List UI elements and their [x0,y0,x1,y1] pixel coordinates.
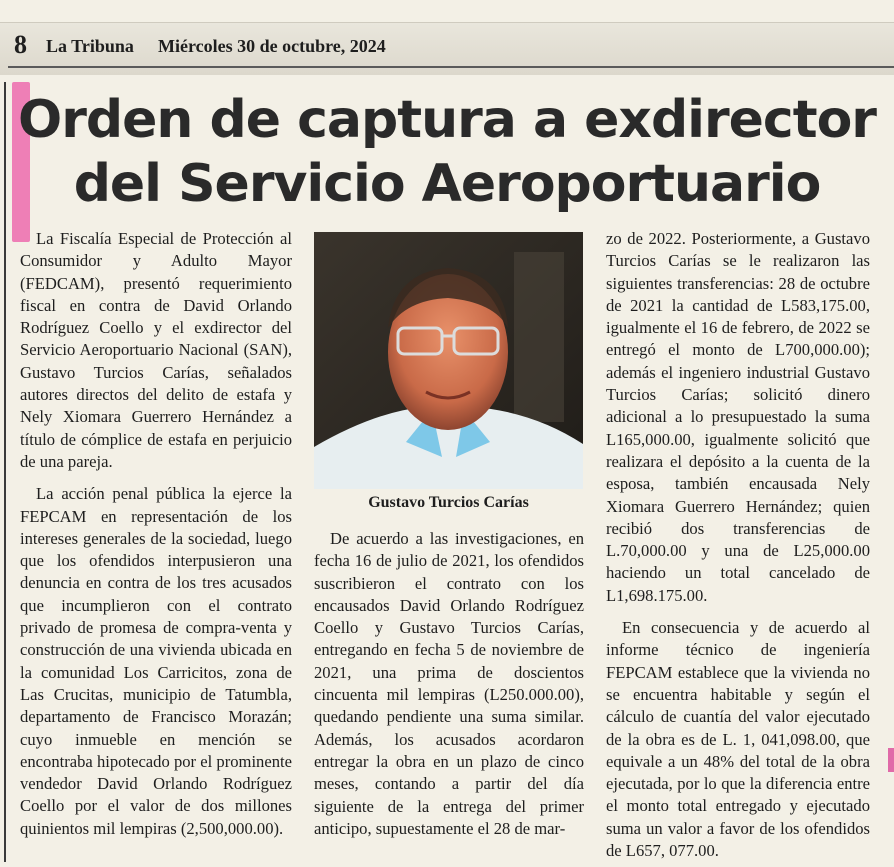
portrait-photo-icon [314,232,583,489]
article-paragraph: De acuerdo a las investigaciones, en fecha 16 de julio de 2021, los ofendidos suscribieron el contrato con los encausados David Orlando Rodríguez Coello y Gustavo Turcios Carías, entregando en fecha 5 de noviembre de 2021, una prima de doscientos cincuenta mil lempiras (L250.000.00), quedando pendiente una suma similar. Además, los acusados acordaron entregar la obra en un plazo de cinco meses, contando a partir del día siguiente de la entrega del primer anticipo, supuestamente el 28 de mar- [314,529,584,838]
issue-date: Miércoles 30 de octubre, 2024 [158,36,386,56]
article-column-1 [20,228,292,840]
article-paragraph-continued: zo de 2022. Posteriormente, a Gustavo Turcios Carías se le realizaron las siguientes transferencias: 28 de octubre de 2021 la cantidad de L583,175.00, igualmente el 16 de febrero, de 2022 se entregó el monto de L700,000.00); además el ingeniero industrial Gustavo Turcios Carías; solicitó dinero adicional a lo presupuestado la suma L165,000.00, igualmente solicitó que realizara el depósito a la cuenta de la esposa, también encausada Nely Xiomara Guerrero Hernández; quien recibió dos transferencias de L.70,000.00 y una de L25,000.00 haciendo un total cancelado de L1,698.175.00. [606,229,870,605]
article-column-3 [606,228,870,862]
page-number: 8 [14,30,27,59]
article-column-2 [314,528,584,840]
headline [0,88,894,216]
portrait-photo [314,232,583,489]
headline-line-2: del Servicio Aeroportuario [73,154,821,214]
newspaper-name: La Tribuna [46,36,134,56]
article-paragraph: En consecuencia y de acuerdo al informe técnico de ingeniería FEPCAM establece que la vivienda no se encuentra habitable y según el cálculo de cuantía del valor ejecutado de la obra es de L. 1, 041,098.00, que equivale a un 48% del total de la obra ejecutada, por lo que la diferencia entre el monto total entregado y ejecutado suma un valor a favor de los ofendidos de L657, 077.00. [606,618,870,861]
photo-caption: Gustavo Turcios Carías [368,494,529,511]
highlighter-mark-edge [888,748,894,772]
masthead-rule [8,66,894,68]
article-paragraph: La acción penal pública la ejerce la FEPCAM en representación de los intereses generales de la sociedad, luego que los ofendidos interpusieron una denuncia en contra de los tres acusados que incumplieron con el contrato privado de promesa de compra-venta y construcción de una vivienda ubicada en la comunidad Los Carricitos, zona de Las Crucitas, municipio de Tatumbla, departamento de Francisco Morazán; cuyo inmueble en mención se encontraba hipotecado por el prominente vendedor David Orlando Rodríguez Coello por el valor de dos millones quinientos mil lempiras (2,500,000.00). [20,484,292,838]
article-paragraph: La Fiscalía Especial de Protección al Consumidor y Adulto Mayor (FEDCAM), presentó requerimiento fiscal en contra de David Orlando Rodríguez Coello y el exdirector del Servicio Aeroportuario Nacional (SAN), Gustavo Turcios Carías, señalados autores directos del delito de estafa y Nely Xiomara Guerrero Hernández a título de cómplice de estafa en perjuicio de una pareja. [20,229,292,471]
headline-line-1: Orden de captura a exdirector [18,90,876,150]
